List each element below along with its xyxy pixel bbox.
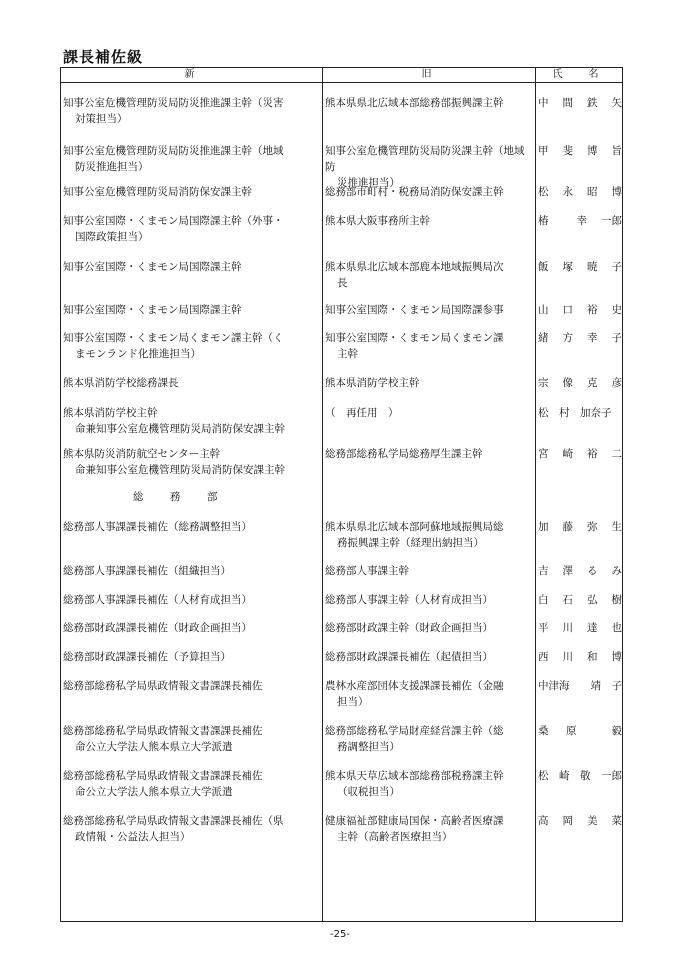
name-char: 裕 (587, 304, 598, 316)
new-position-line: 知事公室危機管理防災局消防保安課主幹 (63, 186, 252, 198)
name-char: 岡 (562, 815, 573, 827)
name-char: 西 (538, 651, 549, 663)
new-position (63, 330, 319, 362)
new-position-line: 総務部財政課課長補佐（予算担当） (63, 651, 231, 663)
old-position-line: 務振興課主幹（経理出納担当） (337, 537, 484, 549)
name-char: 緒 (538, 332, 549, 344)
old-position-line: 総務部総務私学局財産経営課主幹（総 (325, 725, 504, 737)
person-name (538, 405, 622, 421)
old-position (325, 592, 533, 608)
old-position (325, 259, 533, 291)
new-position-line: 知事公室危機管理防災局防災推進課主幹（地域 (63, 145, 284, 157)
person-name (538, 375, 622, 391)
person-name (538, 563, 622, 579)
old-position-line: 担当） (337, 696, 369, 708)
name-char: 崎 (562, 448, 573, 460)
new-position-line: 総務部総務私学局県政情報文書課課長補佐（県 (63, 815, 284, 827)
name-char: 靖 (590, 680, 601, 692)
new-position-line: 命兼知事公室危機管理防災局消防保安課主幹 (75, 464, 285, 476)
old-position-line: 知事公室国際・くまモン局国際課参事 (325, 304, 504, 316)
person-name (538, 813, 622, 829)
name-char: 白 (538, 594, 549, 606)
name-char: 川 (562, 622, 573, 634)
old-position-line: 総務部市町村・税務局消防保安課主幹 (325, 186, 504, 198)
person-name (538, 213, 622, 229)
old-position (325, 184, 533, 200)
name-char: 吉 (538, 565, 549, 577)
person-name (538, 95, 622, 111)
new-position (63, 302, 319, 318)
new-position-line: 総務部人事課課長補佐（人材育成担当） (63, 594, 252, 606)
new-position-line: 熊本県防災消防航空センター主幹 (63, 448, 221, 460)
new-position (63, 375, 319, 391)
old-position (325, 519, 533, 551)
name-char: 一郎 (601, 770, 622, 782)
section-heading: 総 務 部 (133, 491, 226, 503)
name-char: 宗 (538, 377, 549, 389)
person-name (538, 302, 622, 318)
name-char: 美 (587, 815, 598, 827)
name-char: 幸 (587, 332, 598, 344)
person-name (538, 519, 622, 535)
old-position (325, 649, 533, 665)
old-position (325, 768, 533, 800)
name-char: 斐 (562, 145, 573, 157)
old-position-line: 総務部総務私学局総務厚生課主幹 (325, 448, 483, 460)
person-name (538, 592, 622, 608)
new-position-line: 知事公室国際・くまモン局国際課主幹 (63, 261, 242, 273)
name-char: 像 (562, 377, 573, 389)
name-char: 鉄 (587, 97, 598, 109)
name-char: 矢 (611, 97, 622, 109)
new-position-line: 総務部財政課課長補佐（財政企画担当） (63, 622, 252, 634)
name-char: る (587, 565, 598, 577)
header-new: 新 (184, 69, 199, 80)
new-position-line: 熊本県消防学校総務課長 (63, 377, 179, 389)
new-position (63, 95, 319, 127)
name-char: 二 (611, 448, 622, 460)
page-number: -25- (330, 929, 350, 940)
name-char: 高 (538, 815, 549, 827)
new-position (63, 649, 319, 665)
name-char: 崎 (559, 770, 570, 782)
old-position-line: 熊本県県北広域本部総務部振興課主幹 (325, 97, 504, 109)
name-char: 桑 (538, 725, 549, 737)
name-char: 子 (611, 680, 622, 692)
new-position-line: 総務部総務私学局県政情報文書課課長補佐 (63, 725, 263, 737)
name-char: 中 (538, 97, 549, 109)
new-position-line: 知事公室国際・くまモン局くまモン課主幹（く (63, 332, 284, 344)
new-position-line: 総務部総務私学局県政情報文書課課長補佐 (63, 680, 263, 692)
name-char: 藤 (562, 521, 573, 533)
name-char: 達 (587, 622, 598, 634)
new-position-line: 政情報・公益法人担当） (75, 831, 191, 843)
new-position (63, 143, 319, 175)
old-position-line: 総務部人事課主幹（人材育成担当） (325, 594, 493, 606)
person-name (538, 259, 622, 275)
new-position (63, 620, 319, 636)
new-position (63, 723, 319, 755)
new-position-line: 総務部総務私学局県政情報文書課課長補佐 (63, 770, 263, 782)
name-char: 永 (562, 186, 573, 198)
old-position (325, 95, 533, 111)
new-position (63, 213, 319, 245)
name-char: 也 (611, 622, 622, 634)
person-name (538, 678, 622, 694)
old-position-line: 熊本県大阪事務所主幹 (325, 215, 430, 227)
new-position (63, 592, 319, 608)
new-position (63, 405, 319, 437)
new-position-line: 知事公室国際・くまモン局国際課主幹 (63, 304, 242, 316)
old-position (325, 446, 533, 462)
name-char: 平 (538, 622, 549, 634)
old-position-line: 健康福祉部健康局国保・高齢者医療課 (325, 815, 504, 827)
old-position-line: 総務部財政課課長補佐（起債担当） (325, 651, 493, 663)
name-char: 原 (566, 725, 577, 737)
name-char: 樹 (611, 594, 622, 606)
old-position (325, 563, 533, 579)
name-char: 昭 (587, 186, 598, 198)
name-char: 克 (587, 377, 598, 389)
old-position-line: （収税担当） (337, 786, 400, 798)
new-position-line: 知事公室国際・くまモン局国際課主幹（外事・ (63, 215, 284, 227)
new-position-line: 防災推進担当） (75, 161, 149, 173)
name-char: 飯 (538, 261, 549, 273)
new-position (63, 519, 319, 535)
new-position (63, 446, 319, 478)
new-position-line: 命公立大学法人熊本県立大学派遣 (75, 786, 233, 798)
name-char: 椿 (538, 215, 549, 227)
new-position-line: 総務部人事課課長補佐（総務調整担当） (63, 521, 252, 533)
old-position-line: 務調整担当） (337, 741, 400, 753)
header-old: 旧 (421, 69, 436, 80)
name-char: 彦 (611, 377, 622, 389)
old-position-line: 熊本県県北広域本部鹿本地域振興局次 (325, 261, 504, 273)
name-char: 和 (587, 651, 598, 663)
old-position (325, 375, 533, 391)
page-title: 課長補佐級 (63, 48, 144, 66)
name-char: 宮 (538, 448, 549, 460)
name-char: 博 (611, 651, 622, 663)
person-name (538, 620, 622, 636)
new-position-line: 知事公室危機管理防災局防災推進課主幹（災害 (63, 97, 284, 109)
name-char: 甲 (538, 145, 549, 157)
name-char: 村 (559, 407, 570, 419)
name-char: 石 (562, 594, 573, 606)
column-divider (322, 68, 323, 921)
new-position-line: 熊本県消防学校主幹 (63, 407, 158, 419)
old-position (325, 302, 533, 318)
old-position-line: 知事公室国際・くまモン局くまモン課 (325, 332, 504, 344)
old-position (325, 330, 533, 362)
old-position-line: 熊本県県北広域本部阿蘇地域振興局総 (325, 521, 504, 533)
name-char: 松 (538, 186, 549, 198)
header-divider (61, 82, 622, 83)
name-char: 松 (538, 407, 549, 419)
old-position-line: 熊本県消防学校主幹 (325, 377, 420, 389)
person-name (538, 330, 622, 346)
new-position-line: 国際政策担当） (75, 231, 149, 243)
person-name (538, 723, 622, 739)
new-position-line: 総務部人事課課長補佐（組織担当） (63, 565, 231, 577)
name-char: 弥 (587, 521, 598, 533)
name-char: 菜 (611, 815, 622, 827)
new-position-line: 命公立大学法人熊本県立大学派遣 (75, 741, 233, 753)
personnel-table (60, 67, 623, 922)
name-char: 幸 (576, 215, 587, 227)
new-position (63, 813, 319, 845)
old-position-line: （ 再任用 ） (325, 407, 399, 419)
old-position (325, 723, 533, 755)
old-position (325, 213, 533, 229)
old-position-line: 災推進担当） (337, 177, 400, 189)
new-position-line: まモンランド化推進担当） (75, 348, 201, 360)
old-position-line: 知事公室危機管理防災局防災課主幹（地域防 (325, 145, 525, 173)
header-name: 氏 名 (552, 69, 607, 80)
name-char: 裕 (587, 448, 598, 460)
name-char: 澤 (562, 565, 573, 577)
name-char: 博 (611, 186, 622, 198)
new-position (63, 563, 319, 579)
name-char: 山 (538, 304, 549, 316)
old-position-line: 農林水産部団体支援課課長補佐（金融 (325, 680, 504, 692)
person-name (538, 184, 622, 200)
old-position-line: 総務部財政課主幹（財政企画担当） (325, 622, 493, 634)
name-char: 中津海 (538, 680, 570, 692)
old-position (325, 813, 533, 845)
new-position-line: 対策担当） (75, 113, 128, 125)
name-char: 生 (611, 521, 622, 533)
name-char: 子 (611, 332, 622, 344)
old-position-line: 長 (337, 277, 348, 289)
new-position-line: 命兼知事公室危機管理防災局消防保安課主幹 (75, 423, 285, 435)
old-position-line: 主幹（高齢者医療担当） (337, 831, 453, 843)
name-char: 弘 (587, 594, 598, 606)
person-name (538, 649, 622, 665)
name-char: 一郎 (601, 215, 622, 227)
old-position-line: 主幹 (337, 348, 358, 360)
name-char: 暁 (587, 261, 598, 273)
name-char: 毅 (611, 725, 622, 737)
person-name (538, 446, 622, 462)
name-char: 口 (562, 304, 573, 316)
new-position (63, 259, 319, 275)
name-char: 敬 (580, 770, 591, 782)
name-char: 博 (587, 145, 598, 157)
old-position-line: 熊本県天草広域本部総務部税務課主幹 (325, 770, 504, 782)
new-position (63, 768, 319, 800)
old-position-line: 総務部人事課主幹 (325, 565, 409, 577)
name-char: み (611, 565, 622, 577)
name-char: 旨 (611, 145, 622, 157)
name-char: 加 (538, 521, 549, 533)
name-char: 方 (562, 332, 573, 344)
name-char: 川 (562, 651, 573, 663)
name-char: 子 (611, 261, 622, 273)
old-position (325, 678, 533, 710)
name-char: 間 (562, 97, 573, 109)
name-char: 松 (538, 770, 549, 782)
column-divider (535, 68, 536, 921)
name-char: 加奈子 (580, 407, 612, 419)
new-position (63, 678, 319, 694)
person-name (538, 143, 622, 159)
old-position (325, 620, 533, 636)
old-position (325, 405, 533, 421)
name-char: 史 (611, 304, 622, 316)
name-char: 塚 (562, 261, 573, 273)
new-position (63, 184, 319, 200)
person-name (538, 768, 622, 784)
